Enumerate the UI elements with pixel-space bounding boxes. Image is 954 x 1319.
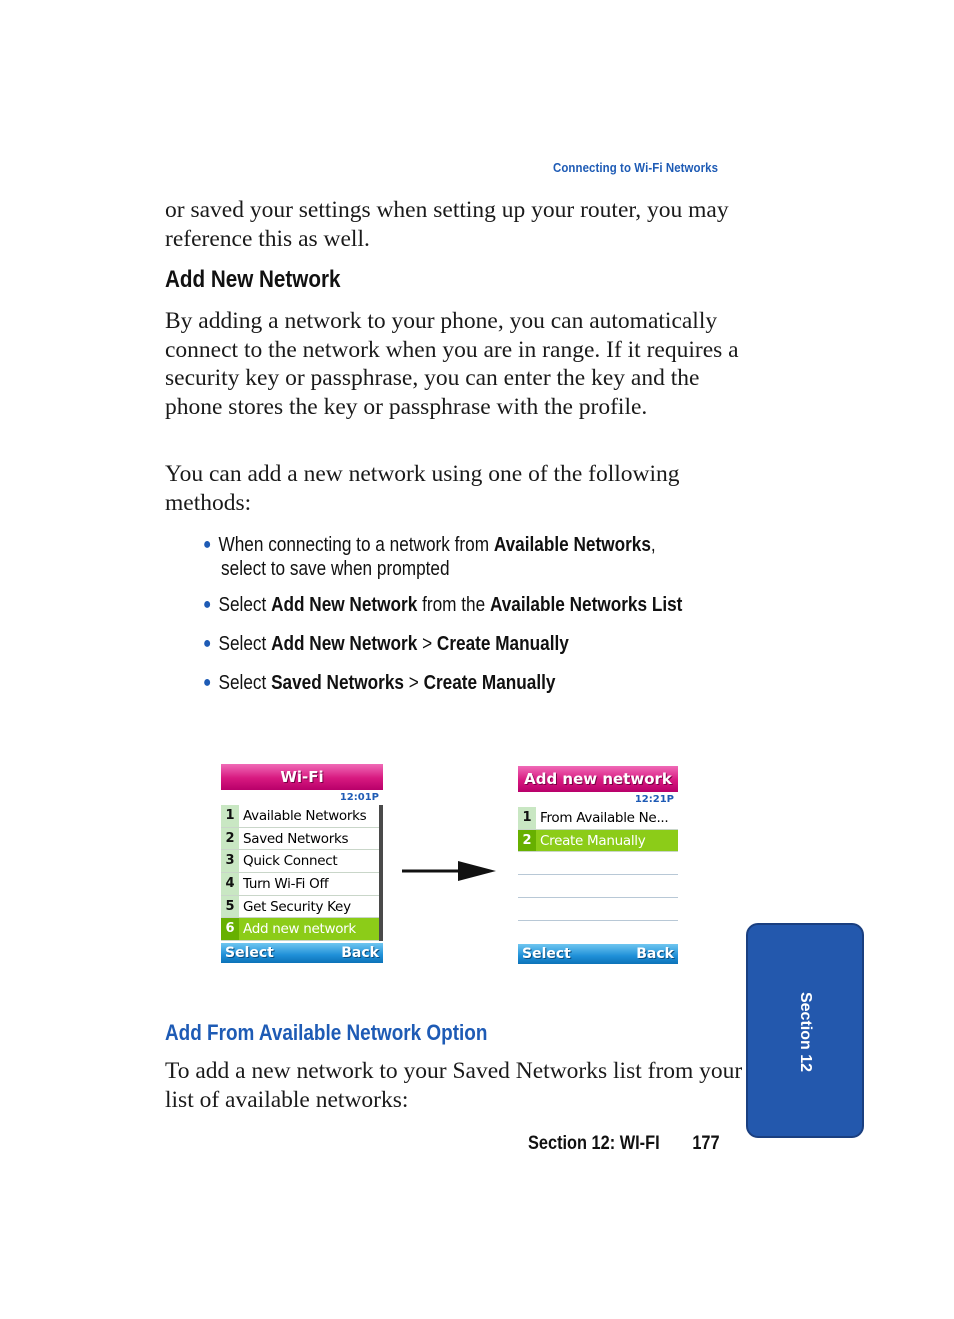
page-footer	[528, 1133, 720, 1155]
bullet-icon: ●	[203, 536, 212, 553]
empty-row	[518, 852, 678, 875]
phone-screen-wifi	[221, 764, 383, 965]
screen-title: Add new network	[518, 766, 678, 792]
clock: 12:21P	[634, 794, 674, 805]
menu-item-create-manually[interactable]: 2 Create Manually	[518, 830, 678, 853]
section-tab-label: Section 12	[797, 991, 814, 1073]
menu-item-quick-connect[interactable]: 3 Quick Connect	[221, 850, 379, 873]
list-item: ● Select Add New Network from the Available Networks List	[203, 594, 683, 616]
list-item: ● Select Add New Network > Create Manually	[203, 633, 569, 655]
arrow-right-icon	[400, 858, 500, 884]
running-head: Connecting to Wi-Fi Networks	[553, 160, 719, 175]
menu-item-saved-networks[interactable]: 2 Saved Networks	[221, 828, 379, 851]
section-heading: Add New Network	[165, 266, 341, 293]
menu-item-get-security-key[interactable]: 5 Get Security Key	[221, 896, 379, 919]
softkey-back[interactable]: Back	[341, 945, 379, 962]
menu-item-from-available-networks[interactable]: 1 From Available Ne...	[518, 807, 678, 830]
empty-row	[518, 921, 678, 944]
softkey-select[interactable]: Select	[522, 946, 571, 963]
menu-item-available-networks[interactable]: 1 Available Networks	[221, 805, 379, 828]
section-tab	[746, 923, 864, 1138]
softkey-bar	[518, 944, 678, 964]
menu-item-turn-wifi-off[interactable]: 4 Turn Wi-Fi Off	[221, 873, 379, 896]
page-number: 177	[692, 1133, 720, 1154]
clock: 12:01P	[339, 792, 379, 803]
softkey-back[interactable]: Back	[636, 946, 674, 963]
list-item: ● Select Saved Networks > Create Manually	[203, 672, 556, 694]
subheading: Add From Available Network Option	[165, 1020, 488, 1045]
empty-row	[518, 875, 678, 898]
paragraph-2: You can add a new network using one of the following methods:	[165, 461, 680, 516]
bullet-icon: ●	[203, 674, 212, 691]
bullet-icon: ●	[203, 635, 212, 652]
softkey-bar	[221, 943, 383, 963]
scrollbar[interactable]	[379, 805, 383, 941]
menu-item-add-new-network[interactable]: 6 Add new network	[221, 918, 379, 941]
empty-row	[518, 898, 678, 921]
paragraph-1: By adding a network to your phone, you can automatically connect to the network when you are in range. If it requires a security key or passphrase, you can enter the key and the phone stores the key or passphrase with the profile.	[165, 308, 739, 420]
bullet-icon: ●	[203, 596, 212, 613]
screen-title: Wi-Fi	[221, 764, 383, 790]
softkey-select[interactable]: Select	[225, 945, 274, 962]
phone-screen-add-network	[518, 766, 678, 966]
footer-section: Section 12: WI-FI	[528, 1133, 660, 1154]
paragraph-3: To add a new network to your Saved Networks list from your list of available networks:	[165, 1058, 743, 1113]
intro-text: or saved your settings when setting up your router, you may reference this as well.	[165, 197, 729, 252]
list-item: ● When connecting to a network from Available Networks, select to save when prompted	[203, 534, 656, 580]
method-list	[203, 533, 760, 695]
